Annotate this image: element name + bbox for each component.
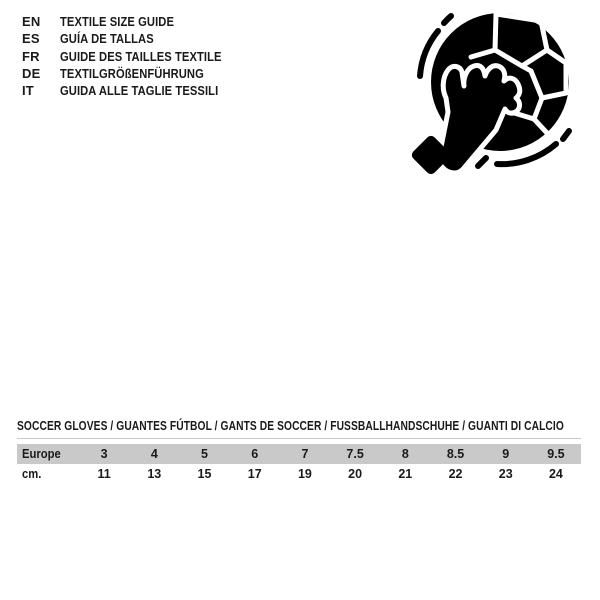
- language-label: GUIDA ALLE TAGLIE TESSILI: [60, 83, 219, 99]
- language-label: TEXTILE SIZE GUIDE: [60, 14, 174, 30]
- language-label: GUÍA DE TALLAS: [60, 31, 154, 47]
- language-list: [22, 13, 248, 99]
- row-label: Europe: [22, 447, 61, 461]
- table-top-rule: [17, 438, 581, 439]
- table-row-europe: [17, 444, 581, 464]
- language-label: TEXTILGRÖßENFÜHRUNG: [60, 66, 204, 82]
- size-value: 9.5: [547, 447, 565, 461]
- cm-value: 23: [498, 466, 513, 481]
- table-row-cm: [17, 464, 581, 483]
- size-value: 9: [502, 447, 510, 461]
- goalkeeper-glove-soccer-ball-icon: [400, 0, 600, 200]
- language-code: ES: [22, 31, 40, 47]
- language-row-it: [22, 82, 248, 99]
- language-row-es: [22, 30, 248, 47]
- language-label: GUIDE DES TAILLES TEXTILE: [60, 48, 222, 64]
- language-code: EN: [22, 14, 41, 30]
- size-value: 5: [201, 447, 208, 461]
- size-value: 3: [100, 447, 108, 461]
- cm-value: 11: [97, 466, 111, 481]
- cm-value: 21: [398, 466, 413, 481]
- row-label: cm.: [22, 466, 42, 481]
- size-value: 8.5: [446, 447, 465, 461]
- size-table-section: [17, 417, 581, 483]
- cm-value: 19: [297, 466, 312, 481]
- size-value: 4: [150, 447, 158, 461]
- size-table-title: SOCCER GLOVES / GUANTES FÚTBOL / GANTS DE SOCCER / FUSSBALLHANDSCHUHE / GUANTI DI CALCIO: [17, 419, 564, 433]
- cm-value: 17: [247, 466, 262, 481]
- cm-value: 13: [147, 466, 162, 481]
- language-code: DE: [22, 66, 41, 82]
- cm-value: 24: [548, 466, 563, 481]
- language-code: IT: [22, 83, 34, 99]
- size-value: 6: [251, 447, 259, 461]
- language-row-fr: [22, 48, 248, 65]
- language-row-de: [22, 65, 248, 82]
- cm-value: 15: [197, 466, 212, 481]
- cm-value: 22: [448, 466, 463, 481]
- size-value: 7.5: [346, 447, 364, 461]
- size-value: 8: [401, 447, 409, 461]
- language-row-en: [22, 13, 248, 30]
- size-value: 7: [301, 447, 309, 461]
- cm-value: 20: [348, 466, 363, 481]
- language-code: FR: [22, 48, 40, 64]
